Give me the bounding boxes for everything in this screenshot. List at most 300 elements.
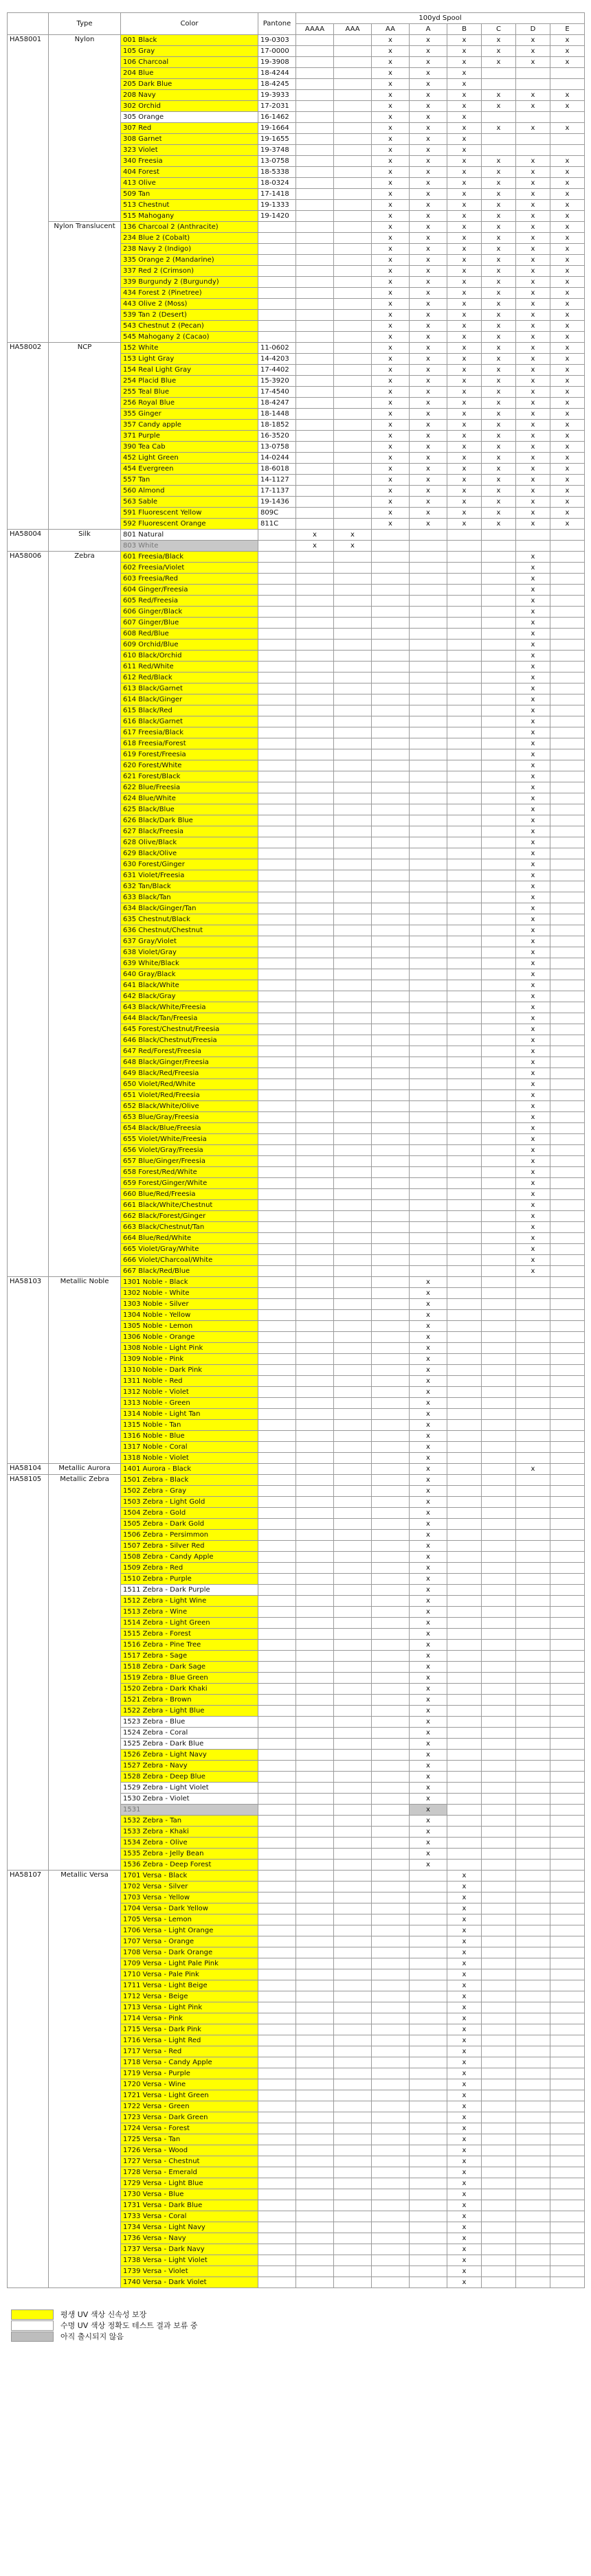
availability-mark: [550, 1013, 585, 1024]
availability-mark: [334, 1079, 372, 1090]
color-name: 649 Black/Red/Freesia: [121, 1068, 258, 1079]
availability-mark: x: [550, 255, 585, 266]
availability-mark: [516, 1794, 550, 1805]
availability-mark: [334, 1365, 372, 1376]
availability-mark: [516, 2244, 550, 2255]
availability-mark: [334, 1947, 372, 1958]
availability-mark: [550, 1882, 585, 1893]
availability-mark: x: [516, 947, 550, 958]
availability-mark: [296, 1409, 334, 1420]
color-name: 1502 Zebra - Gray: [121, 1486, 258, 1497]
availability-mark: x: [447, 2068, 482, 2079]
color-name: 803 White: [121, 541, 258, 552]
availability-mark: [410, 2156, 447, 2167]
availability-mark: [516, 1607, 550, 1618]
pantone-code: [258, 277, 296, 288]
pantone-code: [258, 1343, 296, 1354]
color-name: 340 Freesia: [121, 156, 258, 167]
color-name: 611 Red/White: [121, 662, 258, 673]
color-name: 1705 Versa - Lemon: [121, 1914, 258, 1925]
availability-mark: x: [516, 200, 550, 211]
availability-mark: [447, 716, 482, 727]
color-name: 624 Blue/White: [121, 793, 258, 804]
availability-mark: [550, 640, 585, 651]
pantone-code: [258, 1739, 296, 1750]
availability-mark: [447, 1618, 482, 1629]
color-name: 443 Olive 2 (Moss): [121, 299, 258, 310]
availability-mark: [372, 1464, 410, 1475]
color-name: 1718 Versa - Candy Apple: [121, 2057, 258, 2068]
availability-mark: [482, 2156, 516, 2167]
availability-mark: x: [482, 200, 516, 211]
availability-mark: [410, 1958, 447, 1969]
color-name: 434 Forest 2 (Pinetree): [121, 288, 258, 299]
availability-mark: [447, 1024, 482, 1035]
availability-mark: [482, 2266, 516, 2277]
availability-mark: [482, 2255, 516, 2266]
color-name: 631 Violet/Freesia: [121, 870, 258, 881]
availability-mark: [372, 1343, 410, 1354]
availability-mark: [516, 1662, 550, 1673]
availability-mark: x: [372, 211, 410, 222]
color-name: 1308 Noble - Light Pink: [121, 1343, 258, 1354]
pantone-code: [258, 738, 296, 749]
availability-mark: x: [372, 222, 410, 233]
pantone-code: [258, 980, 296, 991]
availability-mark: [372, 1409, 410, 1420]
availability-mark: [550, 2244, 585, 2255]
availability-mark: [334, 2200, 372, 2211]
availability-mark: x: [516, 1002, 550, 1013]
availability-mark: x: [447, 409, 482, 420]
availability-mark: [372, 1442, 410, 1453]
color-name: 616 Black/Garnet: [121, 716, 258, 727]
availability-mark: x: [372, 519, 410, 530]
availability-mark: x: [410, 112, 447, 123]
availability-mark: [372, 958, 410, 969]
availability-mark: x: [372, 233, 410, 244]
availability-mark: [447, 815, 482, 826]
availability-mark: [516, 2178, 550, 2189]
availability-mark: [410, 958, 447, 969]
availability-mark: [372, 2134, 410, 2145]
availability-mark: [372, 848, 410, 859]
availability-mark: [296, 2277, 334, 2288]
color-name: 1714 Versa - Pink: [121, 2013, 258, 2024]
availability-mark: [296, 1189, 334, 1200]
pantone-code: [258, 1717, 296, 1728]
availability-mark: x: [482, 321, 516, 332]
availability-mark: x: [516, 123, 550, 134]
availability-mark: [296, 519, 334, 530]
availability-mark: x: [447, 2277, 482, 2288]
availability-mark: [372, 651, 410, 662]
availability-mark: [372, 738, 410, 749]
availability-mark: [334, 2145, 372, 2156]
availability-mark: [372, 1530, 410, 1541]
availability-mark: x: [410, 1662, 447, 1673]
availability-mark: [296, 1057, 334, 1068]
pantone-code: [258, 683, 296, 694]
availability-mark: [372, 1958, 410, 1969]
availability-mark: [334, 1695, 372, 1706]
availability-mark: [550, 1024, 585, 1035]
availability-mark: [410, 1903, 447, 1914]
availability-mark: x: [516, 673, 550, 683]
availability-mark: x: [516, 266, 550, 277]
availability-mark: [296, 914, 334, 925]
availability-mark: [296, 925, 334, 936]
color-name: 1514 Zebra - Light Green: [121, 1618, 258, 1629]
availability-mark: x: [410, 453, 447, 464]
availability-mark: x: [482, 442, 516, 453]
availability-mark: x: [410, 519, 447, 530]
color-name: 1534 Zebra - Olive: [121, 1838, 258, 1849]
availability-mark: [516, 530, 550, 541]
availability-mark: [334, 178, 372, 189]
availability-mark: [372, 1695, 410, 1706]
pantone-code: 19-1333: [258, 200, 296, 211]
product-code: HA58103: [8, 1277, 49, 1464]
availability-mark: x: [516, 607, 550, 618]
availability-mark: x: [410, 343, 447, 354]
availability-mark: [516, 1640, 550, 1651]
availability-mark: x: [550, 376, 585, 387]
availability-mark: x: [516, 1464, 550, 1475]
availability-mark: [482, 1310, 516, 1321]
availability-mark: [550, 1134, 585, 1145]
availability-mark: [482, 134, 516, 145]
availability-mark: [447, 947, 482, 958]
availability-mark: [482, 1717, 516, 1728]
availability-mark: [410, 2277, 447, 2288]
color-name: 602 Freesia/Violet: [121, 563, 258, 574]
availability-mark: [482, 826, 516, 837]
availability-mark: x: [447, 387, 482, 398]
availability-mark: [482, 1519, 516, 1530]
availability-mark: [447, 837, 482, 848]
availability-mark: [482, 1947, 516, 1958]
availability-mark: x: [334, 530, 372, 541]
availability-mark: [334, 705, 372, 716]
color-name: 1535 Zebra - Jelly Bean: [121, 1849, 258, 1860]
availability-mark: [334, 1530, 372, 1541]
pantone-code: [258, 1046, 296, 1057]
availability-mark: x: [516, 782, 550, 793]
availability-mark: x: [482, 255, 516, 266]
availability-mark: x: [372, 178, 410, 189]
availability-mark: [334, 2178, 372, 2189]
availability-mark: [482, 2244, 516, 2255]
pantone-code: [258, 1651, 296, 1662]
availability-mark: x: [372, 189, 410, 200]
availability-mark: [482, 1783, 516, 1794]
availability-mark: [447, 793, 482, 804]
availability-mark: [550, 771, 585, 782]
availability-mark: [550, 1266, 585, 1277]
pantone-code: [258, 2046, 296, 2057]
availability-mark: [334, 2211, 372, 2222]
availability-mark: x: [550, 299, 585, 310]
availability-mark: [516, 1475, 550, 1486]
availability-mark: [447, 1739, 482, 1750]
availability-mark: x: [516, 1112, 550, 1123]
availability-mark: x: [482, 508, 516, 519]
availability-mark: [482, 947, 516, 958]
availability-mark: x: [516, 727, 550, 738]
availability-mark: [447, 1706, 482, 1717]
pantone-code: 18-1852: [258, 420, 296, 431]
availability-mark: [482, 1101, 516, 1112]
availability-mark: [334, 1288, 372, 1299]
availability-mark: x: [410, 1277, 447, 1288]
availability-mark: x: [550, 475, 585, 486]
availability-mark: [296, 1596, 334, 1607]
availability-mark: x: [447, 1914, 482, 1925]
pantone-code: [258, 1200, 296, 1211]
availability-mark: [334, 1156, 372, 1167]
availability-mark: x: [410, 211, 447, 222]
availability-mark: [296, 1431, 334, 1442]
availability-mark: x: [516, 958, 550, 969]
availability-mark: [296, 903, 334, 914]
availability-mark: x: [482, 222, 516, 233]
availability-mark: [482, 1024, 516, 1035]
availability-mark: [296, 980, 334, 991]
availability-mark: [482, 1112, 516, 1123]
availability-mark: x: [447, 453, 482, 464]
availability-mark: [372, 1189, 410, 1200]
availability-mark: x: [372, 321, 410, 332]
color-name: 1526 Zebra - Light Navy: [121, 1750, 258, 1761]
availability-mark: [334, 804, 372, 815]
pantone-code: [258, 1255, 296, 1266]
availability-mark: [334, 2167, 372, 2178]
availability-mark: [334, 958, 372, 969]
availability-mark: [482, 1365, 516, 1376]
availability-mark: [296, 1695, 334, 1706]
availability-mark: [482, 881, 516, 892]
availability-mark: [372, 2090, 410, 2101]
availability-mark: x: [410, 1508, 447, 1519]
availability-mark: [372, 1783, 410, 1794]
availability-mark: x: [482, 486, 516, 497]
availability-mark: [482, 1409, 516, 1420]
availability-mark: [410, 2178, 447, 2189]
availability-mark: x: [372, 200, 410, 211]
availability-mark: [334, 2266, 372, 2277]
availability-mark: [334, 1640, 372, 1651]
pantone-code: [258, 1299, 296, 1310]
availability-mark: x: [410, 1629, 447, 1640]
availability-mark: [296, 90, 334, 101]
availability-mark: [516, 2277, 550, 2288]
availability-mark: x: [447, 222, 482, 233]
availability-mark: [550, 925, 585, 936]
availability-mark: [372, 815, 410, 826]
availability-mark: [296, 57, 334, 68]
availability-mark: [447, 1211, 482, 1222]
availability-mark: x: [550, 244, 585, 255]
availability-mark: [447, 1387, 482, 1398]
availability-mark: [516, 1277, 550, 1288]
availability-mark: [516, 1486, 550, 1497]
availability-mark: [334, 1772, 372, 1783]
availability-mark: [372, 2200, 410, 2211]
availability-mark: [296, 1310, 334, 1321]
color-name: 1532 Zebra - Tan: [121, 1816, 258, 1827]
availability-mark: x: [447, 2134, 482, 2145]
availability-mark: [372, 1431, 410, 1442]
availability-mark: x: [410, 1827, 447, 1838]
availability-mark: [410, 1991, 447, 2002]
availability-mark: x: [516, 1079, 550, 1090]
availability-mark: [447, 585, 482, 596]
availability-mark: [372, 2112, 410, 2123]
availability-mark: [296, 1068, 334, 1079]
availability-mark: [482, 837, 516, 848]
availability-mark: [372, 2024, 410, 2035]
availability-mark: x: [516, 1046, 550, 1057]
availability-mark: [296, 1893, 334, 1903]
availability-mark: x: [516, 837, 550, 848]
availability-mark: x: [516, 651, 550, 662]
availability-mark: [334, 1486, 372, 1497]
availability-mark: x: [482, 35, 516, 46]
pantone-code: [258, 1145, 296, 1156]
availability-mark: x: [372, 90, 410, 101]
availability-mark: [296, 1618, 334, 1629]
availability-mark: [447, 1563, 482, 1574]
availability-mark: [447, 1662, 482, 1673]
availability-mark: [447, 958, 482, 969]
pantone-code: [258, 1618, 296, 1629]
availability-mark: [296, 222, 334, 233]
availability-mark: [296, 2156, 334, 2167]
color-name: 609 Orchid/Blue: [121, 640, 258, 651]
color-name: 653 Blue/Gray/Freesia: [121, 1112, 258, 1123]
pantone-code: [258, 1101, 296, 1112]
color-name: 1501 Zebra - Black: [121, 1475, 258, 1486]
pantone-code: [258, 1816, 296, 1827]
availability-mark: [516, 2079, 550, 2090]
header-grade-c: C: [482, 24, 516, 35]
availability-mark: [296, 1090, 334, 1101]
availability-mark: [372, 837, 410, 848]
availability-mark: [550, 1277, 585, 1288]
availability-mark: [334, 771, 372, 782]
pantone-code: [258, 1750, 296, 1761]
availability-mark: [482, 738, 516, 749]
availability-mark: [447, 903, 482, 914]
availability-mark: [296, 2145, 334, 2156]
availability-mark: [447, 1596, 482, 1607]
availability-mark: x: [372, 453, 410, 464]
availability-mark: [550, 1651, 585, 1662]
availability-mark: [482, 2222, 516, 2233]
availability-mark: [334, 1178, 372, 1189]
availability-mark: x: [372, 464, 410, 475]
availability-mark: x: [410, 35, 447, 46]
availability-mark: [516, 2068, 550, 2079]
availability-mark: x: [516, 629, 550, 640]
pantone-code: [258, 1794, 296, 1805]
availability-mark: [372, 2068, 410, 2079]
availability-mark: [410, 1244, 447, 1255]
availability-mark: [372, 793, 410, 804]
availability-mark: [447, 804, 482, 815]
availability-mark: [482, 1090, 516, 1101]
availability-mark: [296, 1794, 334, 1805]
color-name: 657 Blue/Ginger/Freesia: [121, 1156, 258, 1167]
availability-mark: [334, 497, 372, 508]
availability-mark: x: [516, 178, 550, 189]
availability-mark: [410, 2189, 447, 2200]
availability-mark: [447, 1057, 482, 1068]
availability-mark: [334, 442, 372, 453]
availability-mark: x: [516, 57, 550, 68]
availability-mark: [447, 1827, 482, 1838]
availability-mark: [296, 1156, 334, 1167]
thread-type: Metallic Noble: [49, 1277, 121, 1464]
availability-mark: [447, 1398, 482, 1409]
availability-mark: [482, 629, 516, 640]
availability-mark: x: [447, 343, 482, 354]
availability-mark: [296, 1200, 334, 1211]
availability-mark: x: [516, 1222, 550, 1233]
header-spool: 100yd Spool: [296, 13, 585, 24]
availability-mark: x: [550, 332, 585, 343]
availability-mark: [372, 1299, 410, 1310]
availability-mark: [334, 1068, 372, 1079]
color-name: 606 Ginger/Black: [121, 607, 258, 618]
color-name: 610 Black/Orchid: [121, 651, 258, 662]
availability-mark: [372, 716, 410, 727]
color-name: 1517 Zebra - Sage: [121, 1651, 258, 1662]
availability-mark: [516, 1914, 550, 1925]
availability-mark: [372, 947, 410, 958]
availability-mark: [296, 1838, 334, 1849]
availability-mark: x: [550, 101, 585, 112]
availability-mark: x: [482, 475, 516, 486]
pantone-code: [258, 1211, 296, 1222]
availability-mark: x: [550, 35, 585, 46]
availability-mark: x: [447, 57, 482, 68]
availability-mark: [296, 1640, 334, 1651]
availability-mark: [410, 1002, 447, 1013]
availability-mark: [447, 727, 482, 738]
color-name: 1314 Noble - Light Tan: [121, 1409, 258, 1420]
availability-mark: [296, 859, 334, 870]
availability-mark: x: [447, 321, 482, 332]
availability-mark: [447, 1244, 482, 1255]
availability-mark: [482, 1486, 516, 1497]
availability-mark: [550, 969, 585, 980]
availability-mark: [516, 1893, 550, 1903]
availability-mark: [482, 1299, 516, 1310]
availability-mark: [447, 1255, 482, 1266]
availability-mark: [410, 1090, 447, 1101]
availability-mark: [334, 1651, 372, 1662]
availability-mark: [482, 1167, 516, 1178]
availability-mark: [482, 2079, 516, 2090]
legend-text: 수명 UV 색상 정확도 테스트 결과 보류 중: [60, 2321, 198, 2330]
availability-mark: [482, 1552, 516, 1563]
availability-mark: x: [516, 519, 550, 530]
availability-mark: [516, 1717, 550, 1728]
availability-mark: x: [516, 101, 550, 112]
availability-mark: [550, 1936, 585, 1947]
